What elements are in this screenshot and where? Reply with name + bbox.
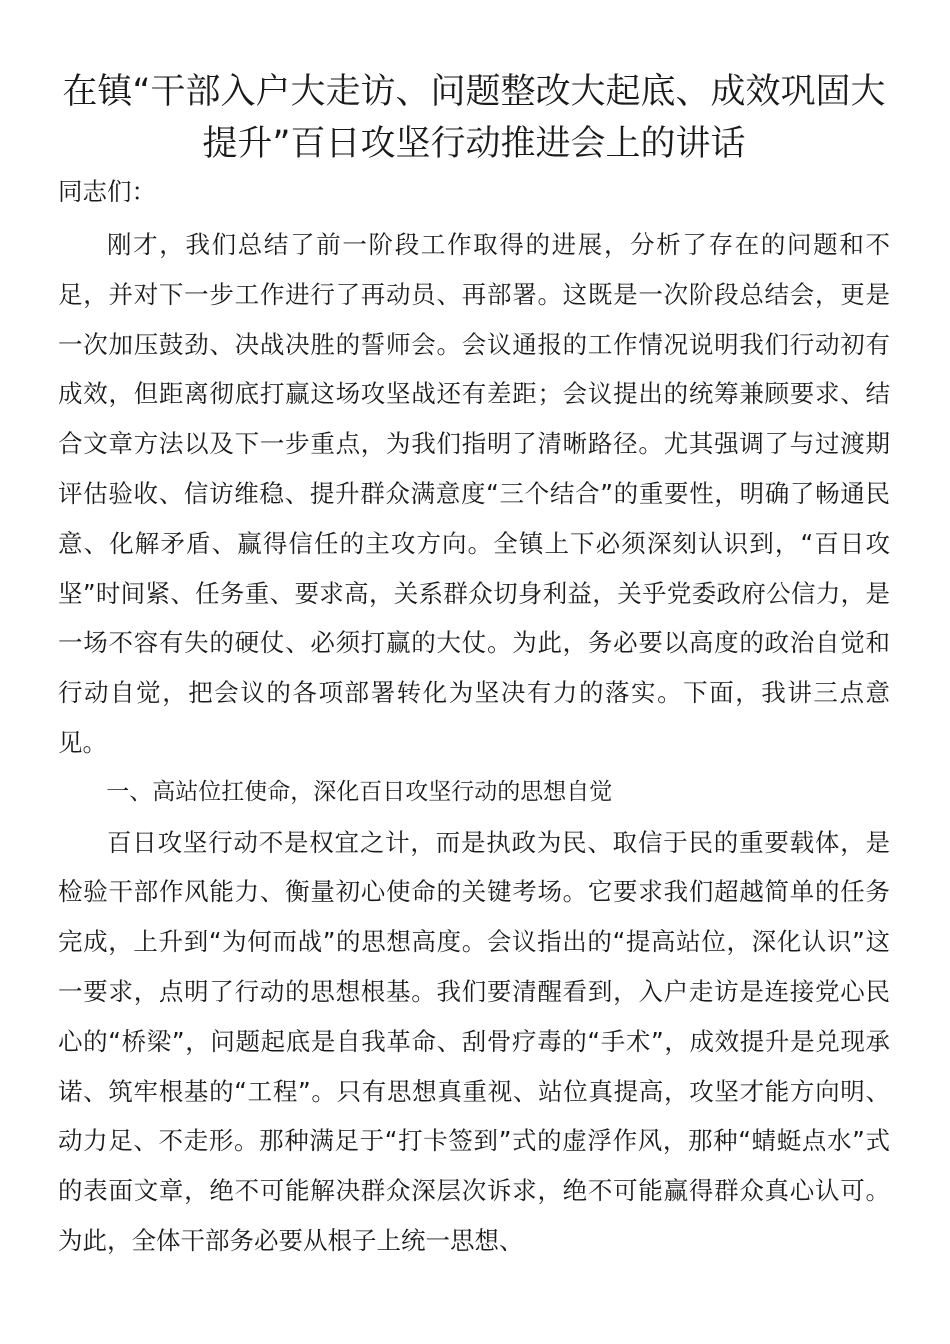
section-1-paragraph: 百日攻坚行动不是权宜之计，而是执政为民、取信于民的重要载体，是检验干部作风能力、衡量初心使命的关键考场。它要求我们超越简单的任务完成，上升到“为何而战”的思想高度。会议指出的“提高站位，深化认识”这一要求，点明了行动的思想根基。我们要清醒看到，入户走访是连接党心民心的“桥梁”，问题起底是自我革命、刮骨疗毒的“手术”，成效提升是兑现承诺、筑牢根基的“工程”。只有思想真重视、站位真提高，攻坚才能方向明、动力足、不走形。那种满足于“打卡签到”式的虚浮作风，那种“蜻蜓点水”式的表面文章，绝不可能解决群众深层次诉求，绝不可能赢得群众真心认可。为此，全体干部务必要从根子上统一思想、 — [58, 827, 890, 1255]
salutation: 同志们： — [58, 177, 156, 206]
document-page — [58, 66, 890, 1266]
section-1-heading: 一、高站位扛使命，深化百日攻坚行动的思想自觉 — [106, 778, 613, 805]
intro-paragraph: 刚才，我们总结了前一阶段工作取得的进展，分析了存在的问题和不足，并对下一步工作进行了再动员、再部署。这既是一次阶段总结会，更是一次加压鼓劲、决战决胜的誓师会。会议通报的工作情况说明我们行动初有成效，但距离彻底打赢这场攻坚战还有差距；会议提出的统筹兼顾要求、结合文章方法以及下一步重点，为我们指明了清晰路径。尤其强调了与过渡期评估验收、信访维稳、提升群众满意度“三个结合”的重要性，明确了畅通民意、化解矛盾、赢得信任的主攻方向。全镇上下必须深刻认识到，“百日攻坚”时间紧、任务重、要求高，关系群众切身利益，关乎党委政府公信力，是一场不容有失的硬仗、必须打赢的大仗。为此，务必要以高度的政治自觉和行动自觉，把会议的各项部署转化为坚决有力的落实。下面，我讲三点意见。 — [58, 230, 890, 757]
document-title: 在镇“干部入户大走访、问题整改大起底、成效巩固大提升”百日攻坚行动推进会上的讲话 — [62, 72, 886, 164]
